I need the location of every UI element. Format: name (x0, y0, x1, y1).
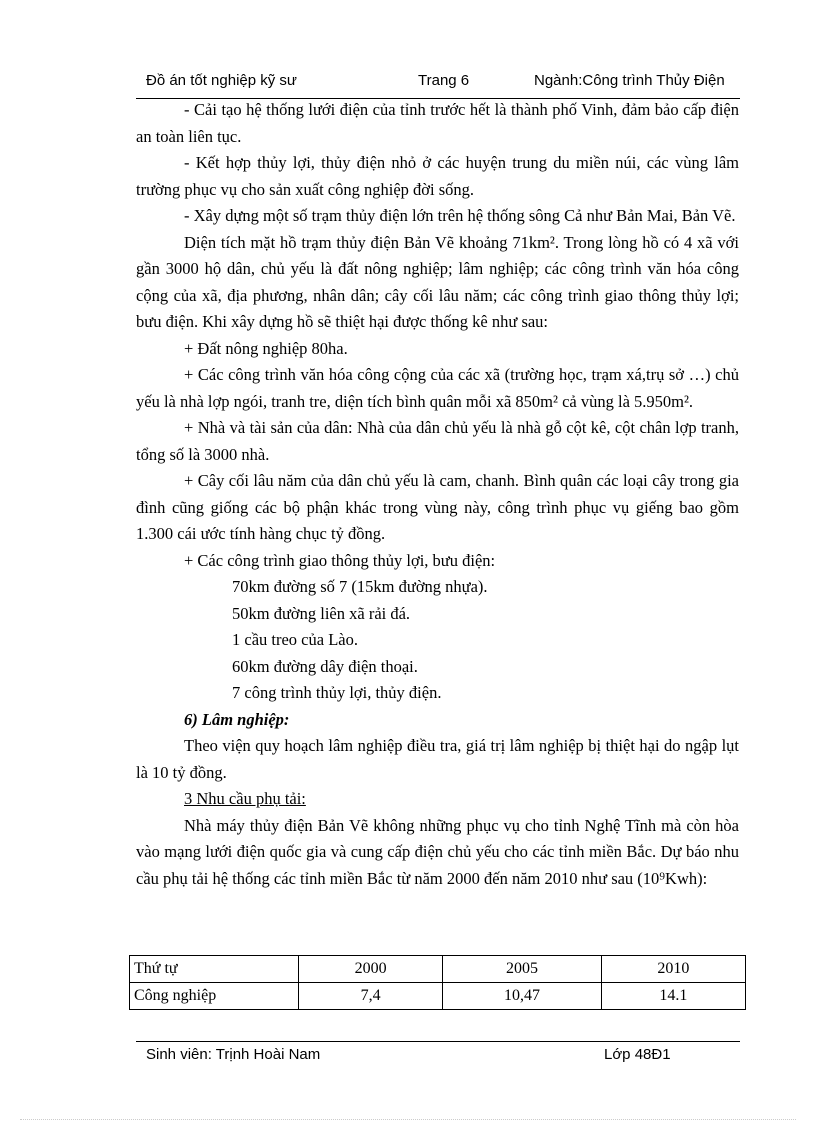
list-item: 1 cầu treo của Lào. (232, 630, 358, 649)
list-item: 70km đường số 7 (15km đường nhựa). (232, 577, 488, 596)
page-bottom-dotted-line (20, 1119, 796, 1120)
paragraph: + Các công trình giao thông thủy lợi, bưu điện: (184, 550, 496, 570)
paragraph: + Nhà và tài sản của dân: Nhà của dân chủ yếu là nhà gỗ cột kê, cột chân lợp tranh, tổng số là 3000 nhà. (136, 418, 739, 464)
paragraph: - Cải tạo hệ thống lưới điện của tỉnh trước hết là thành phố Vinh, đảm bảo cấp điện an toàn liên tục. (136, 100, 739, 146)
table-header-cell: 2005 (443, 956, 601, 983)
paragraph: - Kết hợp thủy lợi, thủy điện nhỏ ở các huyện trung du miền núi, các vùng lâm trường phục vụ cho sản xuất công nghiệp đời sống. (136, 153, 739, 199)
load-demand-table (129, 955, 746, 1010)
page-footer (136, 1046, 740, 1066)
table-cell: 14.1 (601, 983, 745, 1010)
table-cell: 7,4 (299, 983, 443, 1010)
table-header-cell: Thứ tự (130, 956, 299, 983)
paragraph: + Cây cối lâu năm của dân chủ yếu là cam, chanh. Bình quân các loại cây trong gia đình cũng giống các bộ phận khác trong vùng này, công trình phục vụ giếng bao gồm 1.300 cái ước tính hàng chục tỷ đồng. (136, 471, 739, 543)
document-body (136, 97, 739, 892)
table-header-cell: 2000 (299, 956, 443, 983)
paragraph: - Xây dựng một số trạm thủy điện lớn trên hệ thống sông Cả như Bản Mai, Bản Vẽ. (184, 206, 736, 225)
page-header (136, 72, 740, 92)
paragraph: + Các công trình văn hóa công cộng của các xã (trường học, trạm xá,trụ sở …) chủ yếu là nhà lợp ngói, tranh tre, diện tích bình quân mỗi xã 850m² cả vùng là 5.950m². (136, 365, 739, 411)
table-header-cell: 2010 (601, 956, 745, 983)
section-heading-load-demand: 3 Nhu cầu phụ tải: (184, 789, 306, 808)
paragraph: Nhà máy thủy điện Bản Vẽ không những phục vụ cho tỉnh Nghệ Tĩnh mà còn hòa vào mạng lưới điện quốc gia và cung cấp điện chủ yếu cho các tỉnh miền Bắc. Dự báo nhu cầu phụ tải hệ thống các tỉnh miền Bắc từ năm 2000 đến năm 2010 như sau (10⁹Kwh): (136, 815, 739, 888)
footer-rule (136, 1041, 740, 1042)
table-row (130, 983, 746, 1010)
list-item: 60km đường dây điện thoại. (232, 656, 418, 676)
header-page-number: Trang 6 (418, 72, 470, 89)
table-cell: 10,47 (443, 983, 601, 1010)
footer-student-name: Sinh viên: Trịnh Hoài Nam (146, 1046, 321, 1063)
header-thesis-title: Đồ án tốt nghiệp kỹ sư (146, 72, 297, 89)
header-major: Ngành:Công trình Thủy Điện (534, 72, 725, 89)
list-item: 7 công trình thủy lợi, thủy điện. (232, 683, 442, 702)
footer-class: Lớp 48Đ1 (604, 1046, 671, 1063)
list-item: 50km đường liên xã rải đá. (232, 603, 411, 623)
table-header-row (130, 956, 746, 983)
paragraph: Theo viện quy hoạch lâm nghiệp điều tra, giá trị lâm nghiệp bị thiệt hại do ngập lụt là 10 tỷ đồng. (136, 736, 739, 782)
section-heading-forestry: 6) Lâm nghiệp: (184, 709, 290, 729)
table-cell: Công nghiệp (130, 983, 299, 1010)
paragraph: Diện tích mặt hồ trạm thủy điện Bản Vẽ khoảng 71km². Trong lòng hồ có 4 xã với gần 3000 hộ dân, chủ yếu là đất nông nghiệp; lâm nghiệp; các công trình văn hóa công cộng của xã, địa phương, nhân dân; cây cối lâu năm; các công trình giao thông thủy lợi; bưu điện. Khi xây dựng hồ sẽ thiệt hại được thống kê như sau: (136, 232, 739, 331)
paragraph: + Đất nông nghiệp 80ha. (184, 338, 348, 358)
